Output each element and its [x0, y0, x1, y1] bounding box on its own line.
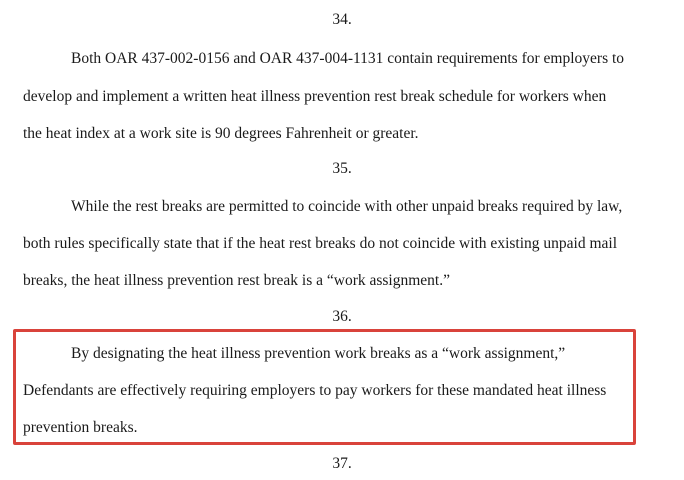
paragraph-number-37: 37.: [332, 455, 352, 472]
paragraph-34-line-3: the heat index at a work site is 90 degrees Fahrenheit or greater.: [23, 125, 419, 142]
paragraph-36-line-2: Defendants are effectively requiring employers to pay workers for these mandated heat illness: [23, 382, 607, 399]
paragraph-number-34: 34.: [332, 11, 352, 28]
paragraph-number-36: 36.: [332, 308, 352, 325]
paragraph-35-line-2: both rules specifically state that if the heat rest breaks do not coincide with existing unpaid mail: [23, 235, 618, 252]
paragraph-35-line-1: While the rest breaks are permitted to coincide with other unpaid breaks required by law,: [71, 198, 623, 215]
paragraph-35-line-3: breaks, the heat illness prevention rest break is a “work assignment.”: [23, 272, 450, 289]
paragraph-34-line-2: develop and implement a written heat illness prevention rest break schedule for workers when: [23, 88, 607, 105]
paragraph-number-35: 35.: [332, 160, 352, 177]
paragraph-36-line-3: prevention breaks.: [23, 419, 138, 436]
paragraph-34-line-1: Both OAR 437-002-0156 and OAR 437-004-1131 contain requirements for employers to: [71, 50, 625, 67]
paragraph-36-line-1: By designating the heat illness prevention work breaks as a “work assignment,”: [71, 345, 566, 362]
